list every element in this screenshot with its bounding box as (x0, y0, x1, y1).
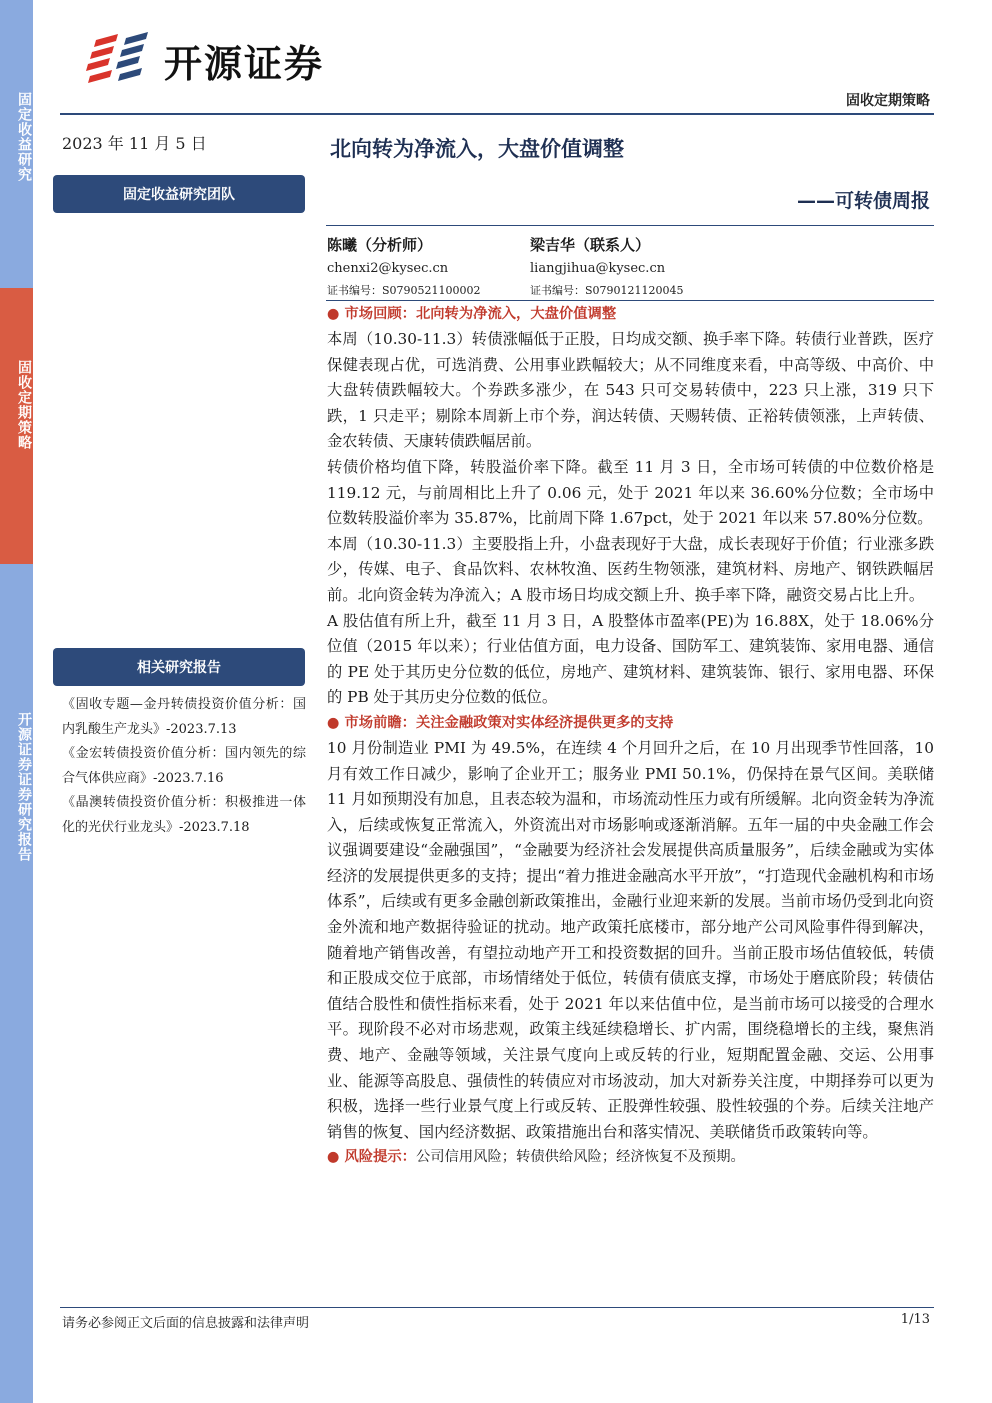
author-cert: 证书编号：S0790121120045 (530, 284, 684, 297)
section-heading-review (327, 302, 934, 327)
section-heading-outlook (327, 711, 934, 736)
page-number: 1/13 (900, 1312, 930, 1327)
risk-label: 风险提示： (344, 1149, 416, 1166)
author-name: 陈曦（分析师） (327, 236, 433, 254)
logo-mark-icon (86, 32, 156, 88)
sidebar-section-report (0, 564, 33, 1403)
body-paragraph: 本周（10.30-11.3）主要股指上升，小盘表现好于大盘，成长表现好于价值；行业涨多跌少，传媒、电子、食品饮料、农林牧渔、医药生物领涨，建筑材料、房地产、钢铁跌幅居前。北向资金转为净流入；A 股市场日均成交额上升、换手率下降，融资交易占比上升。 (327, 534, 934, 604)
sidebar-section-research (0, 0, 33, 288)
related-report-item[interactable]: 《金宏转债投资价值分析：国内领先的综合气体供应商》-2023.7.16 (62, 746, 306, 786)
team-label: 固定收益研究团队 (53, 175, 305, 213)
footer-divider (60, 1307, 934, 1308)
sidebar-label-report: 开源证券证券研究报告 (16, 712, 32, 862)
related-report-item[interactable]: 《固收专题—金丹转债投资价值分析：国内乳酸生产龙头》-2023.7.13 (62, 697, 306, 737)
sidebar-label-strategy: 固收定期策略 (16, 360, 32, 450)
author-name: 梁吉华（联系人） (530, 236, 651, 254)
body-paragraph: 10 月份制造业 PMI 为 49.5%，在连续 4 个月回升之后，在 10 月出现季节性回落，10 月有效工作日减少，影响了企业开工；服务业 PMI 50.1%，仍保持在景气区间。美联储 11 月如预期没有加息，且表态较为温和，市场流动性压力或有所缓解。北向资金转为净流入，后续或恢复正常流入，外资流出对市场影响或逐渐消解。五年一届的中央金融工作会议强调要建设“金融强国”，“金融要为经济社会发展提供高质量服务”，后续金融或为实体经济的发展提供更多的支持；提出“着力推进金融高水平开放”，“打造现代金融机构和市场体系”，后续或有更多金融创新政策推出，金融行业迎来新的发展。当前市场仍受到北向资金外流和地产数据待验证的扰动。地产政策托底楼市，部分地产公司风险事件得到解决，随着地产销售改善，有望拉动地产开工和投资数据的回升。当前正股市场估值较低，转债和正股成交位于底部，市场情绪处于低位，转债有债底支撑，市场处于磨底阶段；转债估值结合股性和债性指标来看，处于 2021 年以来估值中位，是当前市场可以接受的合理水平。现阶段不必对市场悲观，政策主线延续稳增长、扩内需，围绕稳增长的主线，聚焦消费、地产、金融等领域，关注景气度向上或反转的行业，短期配置金融、交运、公用事业、能源等高股息、强债性的转债应对市场波动，加大对新券关注度，中期择券可以更为积极，选择一些行业景气度上行或反转、正股弹性较强、股性较强的个券。后续关注地产销售的恢复、国内经济数据、政策措施出台和落实情况、美联储货币政策转向等。 (327, 738, 934, 1141)
body-paragraph: 转债价格均值下降，转股溢价率下降。截至 11 月 3 日，全市场可转债的中位数价格是 119.12 元，与前周相比上升了 0.06 元，处于 2021 年以来 36.60%分位数；全市场中位数转股溢价率为 35.87%，比前周下降 1.67pct，处于 2021 年以来 57.80%分位数。 (327, 457, 934, 528)
report-category: 固收定期策略 (846, 93, 930, 109)
author-block (327, 234, 481, 300)
related-reports-label: 相关研究报告 (53, 648, 305, 686)
brand-name: 开源证券 (164, 41, 325, 86)
author-email[interactable]: liangjihua@kysec.cn (530, 261, 666, 276)
section-heading-text: 市场前瞻：关注金融政策对实体经济提供更多的支持 (344, 714, 674, 731)
author-cert: 证书编号：S0790521100002 (327, 284, 481, 297)
related-reports-list (62, 693, 306, 841)
bullet-icon: ● (327, 714, 340, 731)
report-body (327, 302, 934, 1170)
risk-warning (327, 1145, 934, 1170)
header-divider (60, 113, 934, 115)
report-date: 2023 年 11 月 5 日 (62, 134, 207, 153)
related-report-item[interactable]: 《晶澳转债投资价值分析：积极推进一体化的光伏行业龙头》-2023.7.18 (62, 795, 306, 835)
body-paragraph: A 股估值有所上升，截至 11 月 3 日，A 股整体市盈率(PE)为 16.88X，处于 18.06%分位值（2015 年以来）；行业估值方面，电力设备、国防军工、建筑装饰、家用电器、通信的 PE 处于其历史分位数的低位，房地产、建筑材料、建筑装饰、银行、家用电器、环保的 PB 处于其历史分位数的低位。 (327, 611, 934, 707)
sidebar-label-research: 固定收益研究 (16, 92, 32, 182)
sidebar-section-strategy (0, 288, 33, 564)
report-subtitle: ——可转债周报 (796, 190, 930, 212)
company-logo (86, 30, 324, 90)
bullet-icon: ● (327, 306, 340, 322)
footer-disclaimer: 请务必参阅正文后面的信息披露和法律声明 (62, 1316, 310, 1331)
section-heading-text: 市场回顾：北向转为净流入，大盘价值调整 (344, 306, 617, 322)
risk-text: 公司信用风险；转债供给风险；经济恢复不及预期。 (415, 1149, 745, 1166)
bullet-icon: ● (327, 1149, 340, 1166)
title-divider (326, 225, 934, 226)
author-email[interactable]: chenxi2@kysec.cn (327, 261, 449, 276)
author-divider (326, 300, 934, 301)
author-block (530, 234, 684, 300)
report-title: 北向转为净流入，大盘价值调整 (330, 137, 624, 161)
body-paragraph: 本周（10.30-11.3）转债涨幅低于正股，日均成交额、换手率下降。转债行业普跌，医疗保健表现占优，可选消费、公用事业跌幅较大；从不同维度来看，中高等级、中高价、中大盘转债跌幅较大。个券跌多涨少，在 543 只可交易转债中，223 只上涨，319 只下跌，1 只走平；剔除本周新上市个券，润达转债、天赐转债、正裕转债领涨，上声转债、金农转债、天康转债跌幅居前。 (327, 330, 934, 451)
